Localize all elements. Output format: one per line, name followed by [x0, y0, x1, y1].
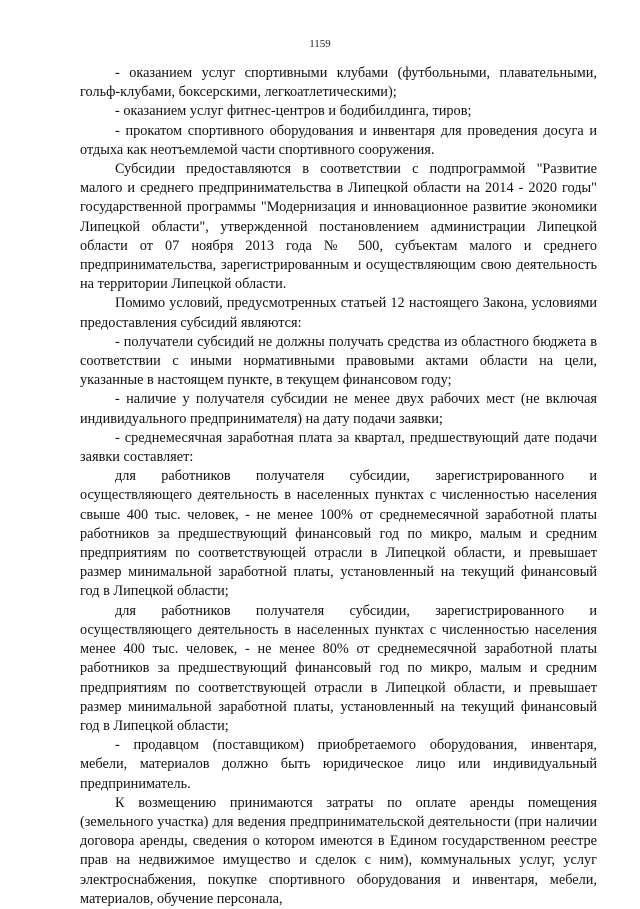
paragraph-salary-under-400k: для работников получателя субсидии, зарегистрированного и осуществляющего деятельность в населенных пунктах с численностью населения менее 400 тыс. человек, - не менее 80% от среднемесячной заработной платы работников за предшествующий финансовый год по микро, малым и средним предприятиям по соответствующей отрасли в Липецкой области, и превышает размер минимальной заработной платы, установленный на текущий финансовый год в Липецкой области;	[80, 602, 597, 734]
paragraph-sport-clubs: - оказанием услуг спортивными клубами (футбольными, плавательными, гольф-клубами, боксерскими, легкоатлетическими);	[80, 65, 597, 101]
paragraph-reimbursement: К возмещению принимаются затраты по оплате аренды помещения (земельного участка) для ведения предпринимательской деятельности (при наличии договора аренды, сведения о котором имеются в Едином государственном реестре прав на недвижимое имущество и сделок с ним), коммунальных услуг, услуг электроснабжения, покупке спортивного оборудования и инвентаря, мебели, материалов, обучение персонала,	[80, 794, 597, 907]
paragraph-subsidies: Субсидии предоставляются в соответствии с подпрограммой "Развитие малого и среднего предпринимательства в Липецкой области на 2014 - 2020 годы" государственной программы "Модернизация и инновационное развитие экономики Липецкой области", утвержденной постановлением администрации Липецкой области от 07 ноября 2013 года № 500, субъектам малого и среднего предпринимательства, зарегистрированным и осуществляющим свою деятельность на территории Липецкой области.	[80, 161, 597, 293]
paragraph-condition-jobs: - наличие у получателя субсидии не менее двух рабочих мест (не включая индивидуального предпринимателя) на дату подачи заявки;	[80, 391, 597, 427]
paragraph-salary-over-400k: для работников получателя субсидии, зарегистрированного и осуществляющего деятельность в населенных пунктах с численностью населения свыше 400 тыс. человек, - не менее 100% от среднемесячной заработной платы работников за предшествующий финансовый год по микро, малым и средним предприятиям по соответствующей отрасли в Липецкой области, и превышает размер минимальной заработной платы, установленный на текущий финансовый год в Липецкой области;	[80, 468, 597, 600]
paragraph-rental: - прокатом спортивного оборудования и инвентаря для проведения досуга и отдыха как неотъемлемой части спортивного сооружения.	[80, 122, 597, 158]
paragraph-conditions-intro: Помимо условий, предусмотренных статьей 12 настоящего Закона, условиями предоставления субсидий являются:	[80, 295, 597, 331]
paragraph-condition-salary: - среднемесячная заработная плата за квартал, предшествующий дате подачи заявки составляет:	[80, 429, 597, 466]
paragraph-fitness: - оказанием услуг фитнес-центров и бодибилдинга, тиров;	[115, 103, 472, 120]
paragraph-condition-seller: - продавцом (поставщиком) приобретаемого оборудования, инвентаря, мебели, материалов должно быть юридическое лицо или индивидуальный предприниматель.	[80, 737, 597, 792]
paragraph-condition-budget: - получатели субсидий не должны получать средства из областного бюджета в соответствии с иными нормативными правовыми актами области на цели, указанные в настоящем пункте, в текущем финансовом году;	[80, 333, 597, 389]
body-text	[80, 64, 597, 909]
page-number: 1159	[309, 38, 331, 50]
